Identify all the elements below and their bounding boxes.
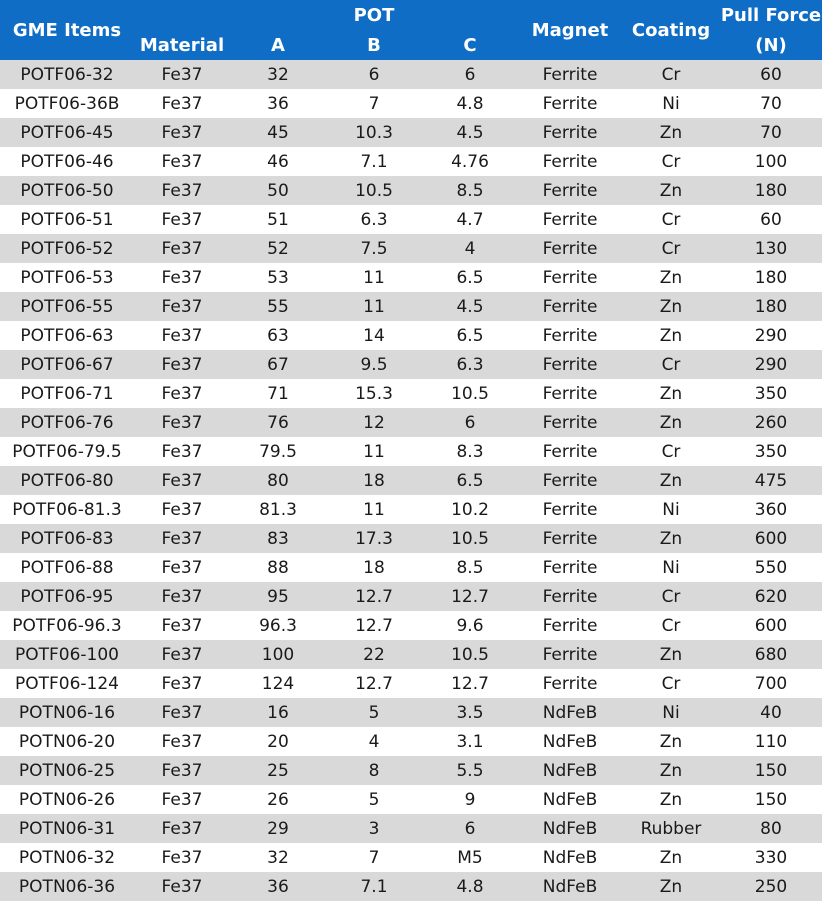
- header-pot: POT: [230, 0, 518, 30]
- cell-pull-force: 150: [720, 756, 822, 785]
- cell-magnet: Ferrite: [518, 89, 622, 118]
- cell-item: POTF06-51: [0, 205, 134, 234]
- header-c: C: [422, 30, 518, 60]
- cell-item: POTF06-83: [0, 524, 134, 553]
- cell-c: 6: [422, 408, 518, 437]
- cell-b: 10.3: [326, 118, 422, 147]
- cell-item: POTN06-32: [0, 843, 134, 872]
- cell-coating: Rubber: [622, 814, 720, 843]
- cell-magnet: Ferrite: [518, 379, 622, 408]
- cell-pull-force: 180: [720, 263, 822, 292]
- cell-b: 7.1: [326, 872, 422, 901]
- cell-c: 3.1: [422, 727, 518, 756]
- cell-a: 79.5: [230, 437, 326, 466]
- cell-coating: Zn: [622, 118, 720, 147]
- table-row: [0, 437, 822, 466]
- cell-material: Fe37: [134, 437, 230, 466]
- cell-b: 17.3: [326, 524, 422, 553]
- cell-material: Fe37: [134, 843, 230, 872]
- cell-magnet: Ferrite: [518, 350, 622, 379]
- cell-a: 76: [230, 408, 326, 437]
- cell-coating: Cr: [622, 60, 720, 89]
- cell-b: 7: [326, 843, 422, 872]
- cell-b: 15.3: [326, 379, 422, 408]
- cell-coating: Zn: [622, 524, 720, 553]
- cell-coating: Cr: [622, 582, 720, 611]
- cell-c: 5.5: [422, 756, 518, 785]
- cell-coating: Cr: [622, 147, 720, 176]
- cell-a: 52: [230, 234, 326, 263]
- cell-item: POTF06-67: [0, 350, 134, 379]
- cell-material: Fe37: [134, 60, 230, 89]
- cell-b: 6: [326, 60, 422, 89]
- cell-b: 5: [326, 698, 422, 727]
- cell-magnet: Ferrite: [518, 669, 622, 698]
- cell-b: 3: [326, 814, 422, 843]
- cell-b: 12.7: [326, 611, 422, 640]
- cell-b: 5: [326, 785, 422, 814]
- cell-magnet: NdFeB: [518, 814, 622, 843]
- cell-a: 95: [230, 582, 326, 611]
- cell-c: 10.5: [422, 524, 518, 553]
- cell-coating: Zn: [622, 466, 720, 495]
- cell-coating: Cr: [622, 437, 720, 466]
- cell-c: 3.5: [422, 698, 518, 727]
- table-row: [0, 292, 822, 321]
- cell-magnet: Ferrite: [518, 263, 622, 292]
- cell-c: 10.5: [422, 379, 518, 408]
- cell-coating: Ni: [622, 89, 720, 118]
- cell-material: Fe37: [134, 292, 230, 321]
- cell-coating: Zn: [622, 727, 720, 756]
- cell-pull-force: 700: [720, 669, 822, 698]
- table-row: [0, 814, 822, 843]
- table-row: [0, 669, 822, 698]
- cell-magnet: Ferrite: [518, 234, 622, 263]
- cell-item: POTF06-80: [0, 466, 134, 495]
- cell-pull-force: 290: [720, 321, 822, 350]
- cell-a: 46: [230, 147, 326, 176]
- cell-item: POTF06-50: [0, 176, 134, 205]
- cell-material: Fe37: [134, 640, 230, 669]
- cell-coating: Cr: [622, 669, 720, 698]
- cell-pull-force: 680: [720, 640, 822, 669]
- cell-c: 10.2: [422, 495, 518, 524]
- cell-pull-force: 80: [720, 814, 822, 843]
- header-b: B: [326, 30, 422, 60]
- cell-b: 9.5: [326, 350, 422, 379]
- cell-c: 4.5: [422, 118, 518, 147]
- cell-material: Fe37: [134, 147, 230, 176]
- cell-material: Fe37: [134, 408, 230, 437]
- table-row: [0, 263, 822, 292]
- cell-a: 50: [230, 176, 326, 205]
- cell-b: 8: [326, 756, 422, 785]
- cell-material: Fe37: [134, 379, 230, 408]
- cell-pull-force: 475: [720, 466, 822, 495]
- cell-item: POTF06-36B: [0, 89, 134, 118]
- cell-c: 8.3: [422, 437, 518, 466]
- cell-item: POTN06-20: [0, 727, 134, 756]
- cell-coating: Cr: [622, 234, 720, 263]
- cell-material: Fe37: [134, 524, 230, 553]
- cell-a: 36: [230, 89, 326, 118]
- cell-pull-force: 330: [720, 843, 822, 872]
- cell-a: 36: [230, 872, 326, 901]
- cell-a: 51: [230, 205, 326, 234]
- cell-coating: Cr: [622, 205, 720, 234]
- cell-material: Fe37: [134, 814, 230, 843]
- cell-b: 11: [326, 292, 422, 321]
- cell-a: 63: [230, 321, 326, 350]
- cell-item: POTF06-95: [0, 582, 134, 611]
- cell-coating: Zn: [622, 379, 720, 408]
- cell-material: Fe37: [134, 118, 230, 147]
- cell-pull-force: 250: [720, 872, 822, 901]
- table-row: [0, 205, 822, 234]
- cell-magnet: NdFeB: [518, 727, 622, 756]
- cell-b: 18: [326, 466, 422, 495]
- cell-item: POTF06-53: [0, 263, 134, 292]
- cell-b: 7.1: [326, 147, 422, 176]
- cell-a: 29: [230, 814, 326, 843]
- cell-material: Fe37: [134, 785, 230, 814]
- cell-coating: Ni: [622, 553, 720, 582]
- header-pull-force: Pull Force: [720, 0, 822, 30]
- table-row: [0, 553, 822, 582]
- cell-item: POTF06-71: [0, 379, 134, 408]
- table-row: [0, 89, 822, 118]
- cell-material: Fe37: [134, 611, 230, 640]
- cell-magnet: NdFeB: [518, 843, 622, 872]
- cell-pull-force: 360: [720, 495, 822, 524]
- cell-a: 124: [230, 669, 326, 698]
- cell-pull-force: 130: [720, 234, 822, 263]
- cell-coating: Zn: [622, 292, 720, 321]
- cell-coating: Zn: [622, 263, 720, 292]
- cell-magnet: Ferrite: [518, 408, 622, 437]
- cell-material: Fe37: [134, 234, 230, 263]
- cell-c: 4.8: [422, 89, 518, 118]
- cell-magnet: NdFeB: [518, 785, 622, 814]
- cell-pull-force: 60: [720, 205, 822, 234]
- cell-item: POTF06-76: [0, 408, 134, 437]
- cell-c: 4.5: [422, 292, 518, 321]
- cell-pull-force: 600: [720, 611, 822, 640]
- cell-a: 80: [230, 466, 326, 495]
- cell-c: 8.5: [422, 553, 518, 582]
- cell-material: Fe37: [134, 350, 230, 379]
- header-a: A: [230, 30, 326, 60]
- cell-b: 11: [326, 437, 422, 466]
- cell-b: 7: [326, 89, 422, 118]
- table-row: [0, 872, 822, 901]
- cell-c: 4.8: [422, 872, 518, 901]
- cell-a: 26: [230, 785, 326, 814]
- cell-c: 6.5: [422, 321, 518, 350]
- cell-pull-force: 260: [720, 408, 822, 437]
- cell-magnet: Ferrite: [518, 437, 622, 466]
- cell-material: Fe37: [134, 669, 230, 698]
- cell-pull-force: 180: [720, 176, 822, 205]
- cell-item: POTF06-46: [0, 147, 134, 176]
- cell-pull-force: 350: [720, 379, 822, 408]
- cell-pull-force: 70: [720, 118, 822, 147]
- cell-magnet: NdFeB: [518, 698, 622, 727]
- cell-pull-force: 180: [720, 292, 822, 321]
- table-row: [0, 756, 822, 785]
- table-row: [0, 147, 822, 176]
- cell-b: 6.3: [326, 205, 422, 234]
- cell-item: POTN06-36: [0, 872, 134, 901]
- cell-c: M5: [422, 843, 518, 872]
- cell-magnet: Ferrite: [518, 321, 622, 350]
- cell-pull-force: 550: [720, 553, 822, 582]
- cell-a: 53: [230, 263, 326, 292]
- cell-material: Fe37: [134, 176, 230, 205]
- cell-a: 81.3: [230, 495, 326, 524]
- cell-magnet: Ferrite: [518, 611, 622, 640]
- cell-pull-force: 70: [720, 89, 822, 118]
- cell-b: 12.7: [326, 669, 422, 698]
- cell-material: Fe37: [134, 727, 230, 756]
- cell-material: Fe37: [134, 89, 230, 118]
- cell-magnet: NdFeB: [518, 872, 622, 901]
- cell-coating: Zn: [622, 785, 720, 814]
- cell-magnet: Ferrite: [518, 176, 622, 205]
- cell-item: POTF06-55: [0, 292, 134, 321]
- cell-a: 67: [230, 350, 326, 379]
- table-row: [0, 118, 822, 147]
- cell-magnet: Ferrite: [518, 524, 622, 553]
- cell-magnet: Ferrite: [518, 118, 622, 147]
- cell-pull-force: 150: [720, 785, 822, 814]
- cell-pull-force: 60: [720, 60, 822, 89]
- cell-magnet: Ferrite: [518, 640, 622, 669]
- table-row: [0, 234, 822, 263]
- cell-item: POTF06-45: [0, 118, 134, 147]
- cell-a: 55: [230, 292, 326, 321]
- table-row: [0, 582, 822, 611]
- cell-c: 4.7: [422, 205, 518, 234]
- cell-c: 6.5: [422, 263, 518, 292]
- table-row: [0, 408, 822, 437]
- table-row: [0, 640, 822, 669]
- cell-material: Fe37: [134, 495, 230, 524]
- cell-material: Fe37: [134, 205, 230, 234]
- cell-c: 9: [422, 785, 518, 814]
- header-magnet: Magnet: [518, 0, 622, 60]
- cell-magnet: Ferrite: [518, 582, 622, 611]
- cell-pull-force: 40: [720, 698, 822, 727]
- cell-item: POTN06-31: [0, 814, 134, 843]
- cell-a: 100: [230, 640, 326, 669]
- cell-coating: Ni: [622, 495, 720, 524]
- header-material: Material: [134, 0, 230, 60]
- cell-c: 6.3: [422, 350, 518, 379]
- cell-item: POTF06-88: [0, 553, 134, 582]
- cell-pull-force: 290: [720, 350, 822, 379]
- cell-b: 14: [326, 321, 422, 350]
- cell-item: POTN06-16: [0, 698, 134, 727]
- cell-c: 9.6: [422, 611, 518, 640]
- cell-coating: Zn: [622, 843, 720, 872]
- cell-c: 6: [422, 60, 518, 89]
- cell-a: 71: [230, 379, 326, 408]
- table-row: [0, 350, 822, 379]
- cell-coating: Cr: [622, 611, 720, 640]
- cell-material: Fe37: [134, 263, 230, 292]
- cell-material: Fe37: [134, 321, 230, 350]
- cell-coating: Zn: [622, 872, 720, 901]
- table-row: [0, 379, 822, 408]
- cell-material: Fe37: [134, 756, 230, 785]
- cell-coating: Cr: [622, 350, 720, 379]
- cell-material: Fe37: [134, 698, 230, 727]
- cell-a: 83: [230, 524, 326, 553]
- cell-coating: Zn: [622, 176, 720, 205]
- cell-b: 12.7: [326, 582, 422, 611]
- header-coating: Coating: [622, 0, 720, 60]
- cell-magnet: Ferrite: [518, 147, 622, 176]
- cell-item: POTF06-124: [0, 669, 134, 698]
- cell-item: POTF06-32: [0, 60, 134, 89]
- cell-c: 4.76: [422, 147, 518, 176]
- cell-item: POTF06-81.3: [0, 495, 134, 524]
- table-row: [0, 785, 822, 814]
- cell-b: 11: [326, 495, 422, 524]
- cell-coating: Zn: [622, 756, 720, 785]
- cell-item: POTN06-26: [0, 785, 134, 814]
- cell-b: 12: [326, 408, 422, 437]
- cell-b: 10.5: [326, 176, 422, 205]
- table-row: [0, 466, 822, 495]
- cell-item: POTF06-63: [0, 321, 134, 350]
- cell-magnet: NdFeB: [518, 756, 622, 785]
- cell-a: 96.3: [230, 611, 326, 640]
- cell-b: 4: [326, 727, 422, 756]
- cell-item: POTF06-100: [0, 640, 134, 669]
- cell-a: 45: [230, 118, 326, 147]
- cell-magnet: Ferrite: [518, 495, 622, 524]
- cell-c: 12.7: [422, 582, 518, 611]
- cell-pull-force: 350: [720, 437, 822, 466]
- cell-pull-force: 100: [720, 147, 822, 176]
- cell-item: POTF06-52: [0, 234, 134, 263]
- table-row: [0, 321, 822, 350]
- cell-c: 4: [422, 234, 518, 263]
- cell-c: 12.7: [422, 669, 518, 698]
- cell-magnet: Ferrite: [518, 466, 622, 495]
- header-gme-items: GME Items: [0, 0, 134, 60]
- cell-magnet: Ferrite: [518, 553, 622, 582]
- table-row: [0, 698, 822, 727]
- cell-a: 32: [230, 60, 326, 89]
- table-row: [0, 524, 822, 553]
- cell-a: 32: [230, 843, 326, 872]
- cell-item: POTN06-25: [0, 756, 134, 785]
- cell-pull-force: 110: [720, 727, 822, 756]
- cell-b: 18: [326, 553, 422, 582]
- cell-c: 8.5: [422, 176, 518, 205]
- cell-material: Fe37: [134, 466, 230, 495]
- cell-pull-force: 600: [720, 524, 822, 553]
- table-row: [0, 727, 822, 756]
- table-row: [0, 495, 822, 524]
- cell-magnet: Ferrite: [518, 292, 622, 321]
- cell-material: Fe37: [134, 553, 230, 582]
- header-pull-force-unit: (N): [720, 30, 822, 60]
- cell-a: 25: [230, 756, 326, 785]
- cell-c: 10.5: [422, 640, 518, 669]
- cell-b: 7.5: [326, 234, 422, 263]
- cell-item: POTF06-79.5: [0, 437, 134, 466]
- table-header: [0, 0, 822, 60]
- table-row: [0, 176, 822, 205]
- cell-material: Fe37: [134, 582, 230, 611]
- table-body: [0, 60, 822, 901]
- cell-c: 6.5: [422, 466, 518, 495]
- table-row: [0, 60, 822, 89]
- cell-b: 22: [326, 640, 422, 669]
- cell-material: Fe37: [134, 872, 230, 901]
- cell-magnet: Ferrite: [518, 205, 622, 234]
- cell-magnet: Ferrite: [518, 60, 622, 89]
- cell-coating: Ni: [622, 698, 720, 727]
- cell-a: 88: [230, 553, 326, 582]
- table-row: [0, 843, 822, 872]
- cell-c: 6: [422, 814, 518, 843]
- cell-item: POTF06-96.3: [0, 611, 134, 640]
- cell-coating: Zn: [622, 321, 720, 350]
- cell-a: 16: [230, 698, 326, 727]
- cell-a: 20: [230, 727, 326, 756]
- cell-coating: Zn: [622, 640, 720, 669]
- cell-b: 11: [326, 263, 422, 292]
- cell-pull-force: 620: [720, 582, 822, 611]
- cell-coating: Zn: [622, 408, 720, 437]
- table-row: [0, 611, 822, 640]
